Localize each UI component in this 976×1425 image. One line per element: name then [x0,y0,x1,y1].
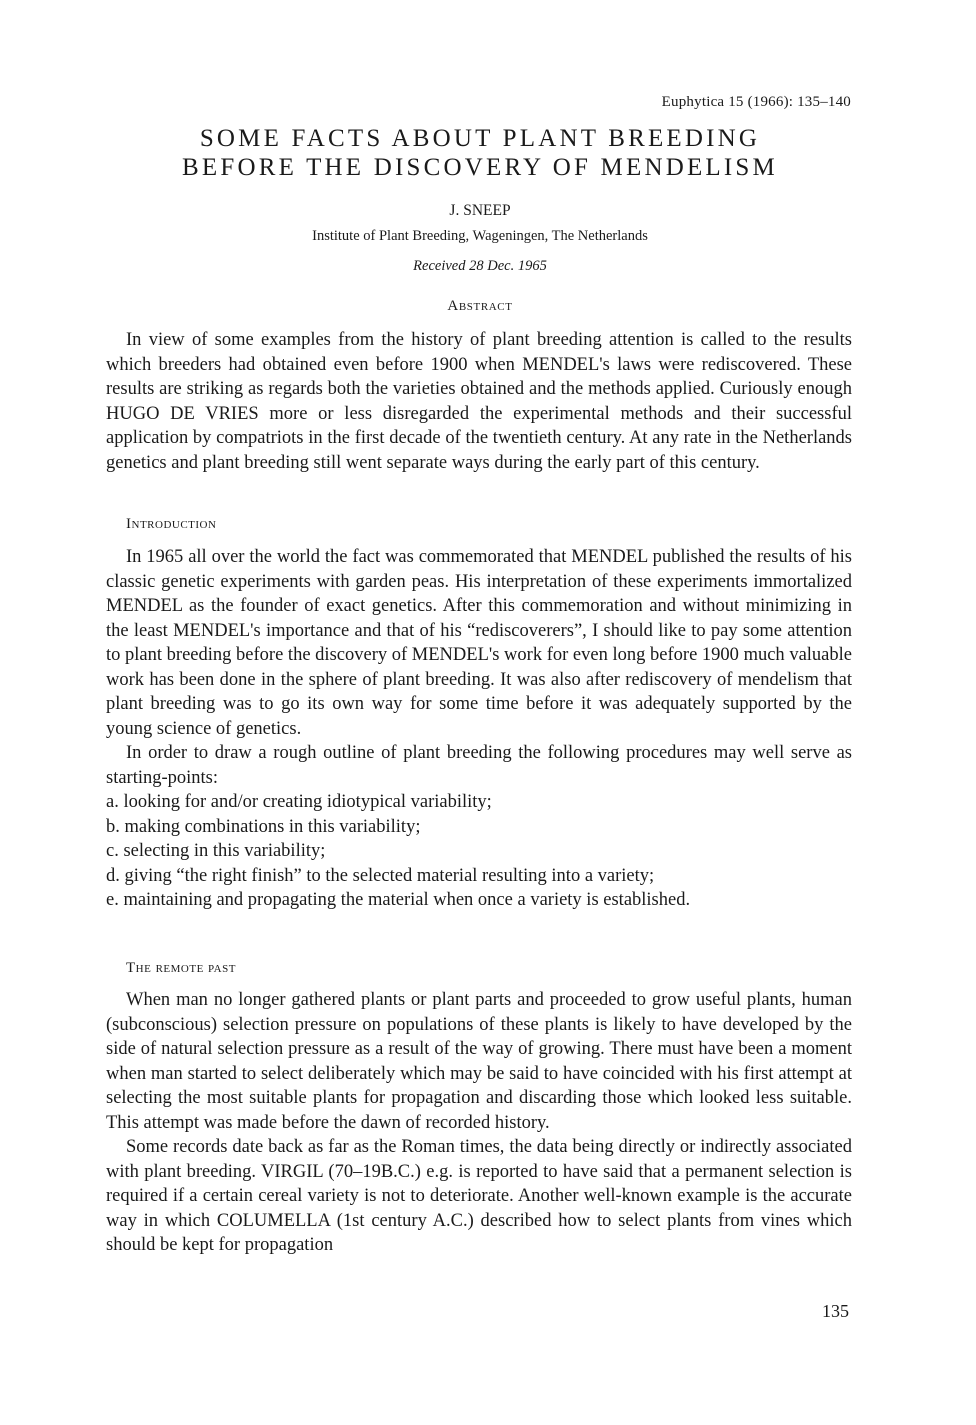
list-item: e. maintaining and propagating the material when once a variety is established. [106,890,691,910]
journal-reference: Euphytica 15 (1966): 135–140 [661,94,851,110]
remote-past-section [106,988,852,1258]
title-line-2: BEFORE THE DISCOVERY OF MENDELISM [182,154,778,181]
affiliation: Institute of Plant Breeding, Wageningen, The Netherlands [312,228,648,244]
introduction-heading: Introduction [126,516,217,532]
paper-title [0,124,960,182]
page-number: 135 [822,1301,849,1321]
list-item: d. giving “the right finish” to the selected material resulting into a variety; [106,865,655,886]
received-date: Received 28 Dec. 1965 [413,258,547,274]
introduction-paragraph-2: In order to draw a rough outline of plant breeding the following procedures may well serve as starting-points: [106,743,852,788]
abstract [106,328,852,475]
procedure-list [106,790,852,913]
remote-past-paragraph-2: Some records date back as far as the Roman times, the data being directly or indirectly associated with plant breeding. VIRGIL (70–19B.C.) e.g. is reported to have said that a permanent selection is required if a certain cereal variety is not to deteriorate. Another well-known example is the accurate way in which COLUMELLA (1st century A.C.) described how to select plants from vines which should be kept for propagation [106,1137,852,1255]
introduction-paragraph-1: In 1965 all over the world the fact was commemorated that MENDEL published the results of his classic genetic experiments with garden peas. His interpretation of these experiments immortalized MENDEL as the founder of exact genetics. After this commemoration and without minimizing in the least MENDEL's importance and that of his “rediscoverers”, I should like to pay some attention to plant breeding before the discovery of MENDEL's work for even long before 1900 much valuable work has been done in the sphere of plant breeding. It was also after rediscovery of mendelism that plant breeding was to go its own way for some time before it was adequately supported by the young science of genetics. [106,547,852,739]
title-line-1: SOME FACTS ABOUT PLANT BREEDING [199,125,761,152]
remote-past-heading: The remote past [126,960,236,976]
list-item: b. making combinations in this variability; [106,816,421,837]
list-item: a. looking for and/or creating idiotypical variability; [106,792,492,812]
author: J. SNEEP [449,202,511,219]
introduction-section [106,545,852,913]
remote-past-paragraph-1: When man no longer gathered plants or plant parts and proceeded to grow useful plants, human (subconscious) selection pressure on populations of these plants is likely to have developed by the side of natural selection pressure as a result of the way of growing. There must have been a moment when man started to select deliberately which may be said to have coincided with his first attempt at selecting the most suitable plants for propagation and discarding those which looked less suitable. This attempt was made before the dawn of recorded history. [106,990,852,1133]
list-item: c. selecting in this variability; [106,841,326,861]
abstract-text: In view of some examples from the history of plant breeding attention is called to the results which breeders had obtained even before 1900 when MENDEL's laws were rediscovered. These results are striking as regards both the varieties obtained and the methods applied. Curiously enough HUGO DE VRIES more or less disregarded the experimental methods and their successful application by compatriots in the first decade of the twentieth century. At any rate in the Netherlands genetics and plant breeding still went separate ways during the early part of this century. [106,330,852,473]
abstract-heading: Abstract [447,298,513,314]
